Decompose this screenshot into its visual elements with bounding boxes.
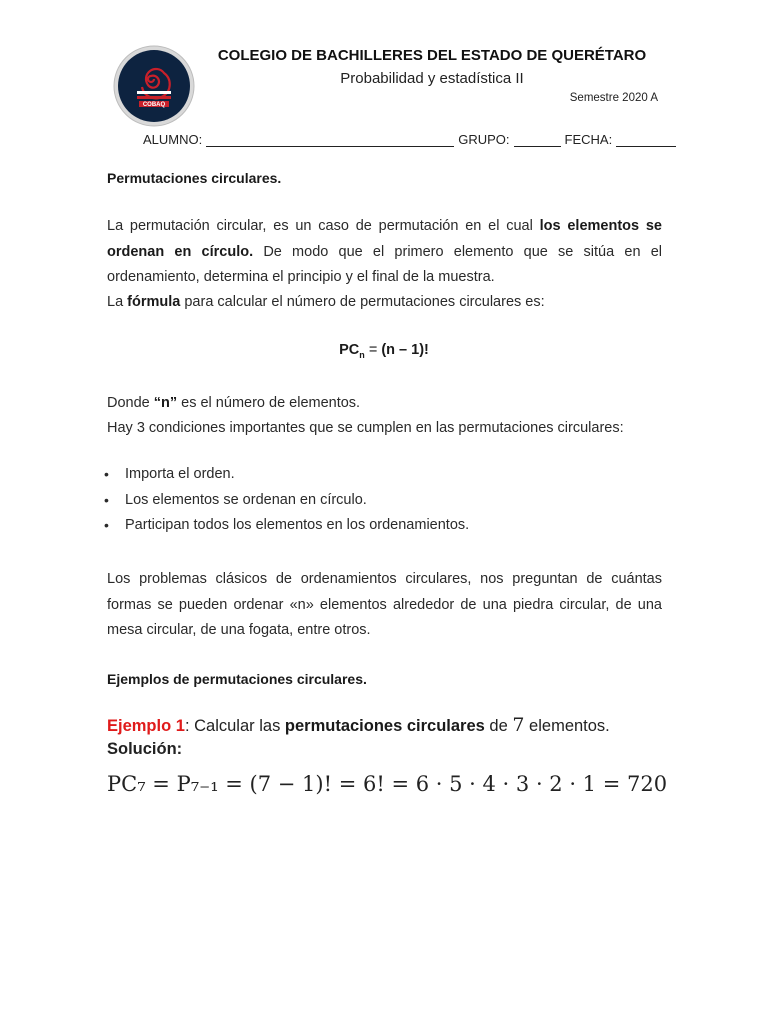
solution-label: Solución: bbox=[107, 740, 183, 758]
institution-title: COLEGIO DE BACHILLERES DEL ESTADO DE QUERÉTARO bbox=[217, 47, 647, 64]
intro-paragraph: La permutación circular, es un caso de permutación en el cual los elementos se ordenan en círculo. De modo que el primero elemento que se sitúa en el ordenamiento, determina el principio y el final de la muestra. bbox=[107, 218, 663, 285]
conditions-intro: Hay 3 condiciones importantes que se cumplen en las permutaciones circulares: bbox=[107, 420, 624, 436]
alumno-label: ALUMNO: bbox=[143, 132, 203, 147]
formula: $PC_n = (n - 1)$! bbox=[339, 342, 429, 360]
fecha-field[interactable] bbox=[616, 132, 676, 147]
conditions-list bbox=[107, 462, 667, 539]
student-fields bbox=[143, 132, 680, 147]
section-title: Permutaciones circulares. bbox=[107, 170, 282, 186]
alumno-field[interactable] bbox=[206, 132, 454, 147]
semester-label: Semestre 2020 A bbox=[569, 92, 658, 104]
math-solution: PC₇ = P₇₋₁ = (7 − 1)! = 6! = 6 · 5 · 4 · 3 · 2 · 1 = 720 bbox=[107, 772, 668, 796]
fecha-label: FECHA: bbox=[564, 132, 613, 147]
subject-title: Probabilidad y estadística II bbox=[340, 70, 524, 87]
logo-text: COBAQ bbox=[142, 102, 166, 108]
donde-line: Donde “n” es el número de elementos. bbox=[107, 395, 361, 411]
list-item: • Los elementos se ordenan en círculo. bbox=[107, 488, 667, 514]
list-item: • Importa el orden. bbox=[107, 462, 667, 488]
problems-paragraph: Los problemas clásicos de ordenamientos circulares, nos preguntan de cuántas formas se pueden ordenar «n» elementos alrededor de una piedra circular, de una mesa circular, de una fogata, entre otros. bbox=[107, 571, 662, 638]
formula-line: La fórmula para calcular el número de permutaciones circulares es: bbox=[107, 294, 545, 310]
grupo-label: GRUPO: bbox=[458, 132, 510, 147]
examples-title: Ejemplos de permutaciones circulares. bbox=[107, 671, 367, 687]
grupo-field[interactable] bbox=[514, 132, 561, 147]
example-1: Ejemplo 1: Calcular las permutaciones circulares de 7 elementos. bbox=[107, 714, 610, 736]
list-item: • Participan todos los elementos en los ordenamientos. bbox=[107, 513, 667, 539]
